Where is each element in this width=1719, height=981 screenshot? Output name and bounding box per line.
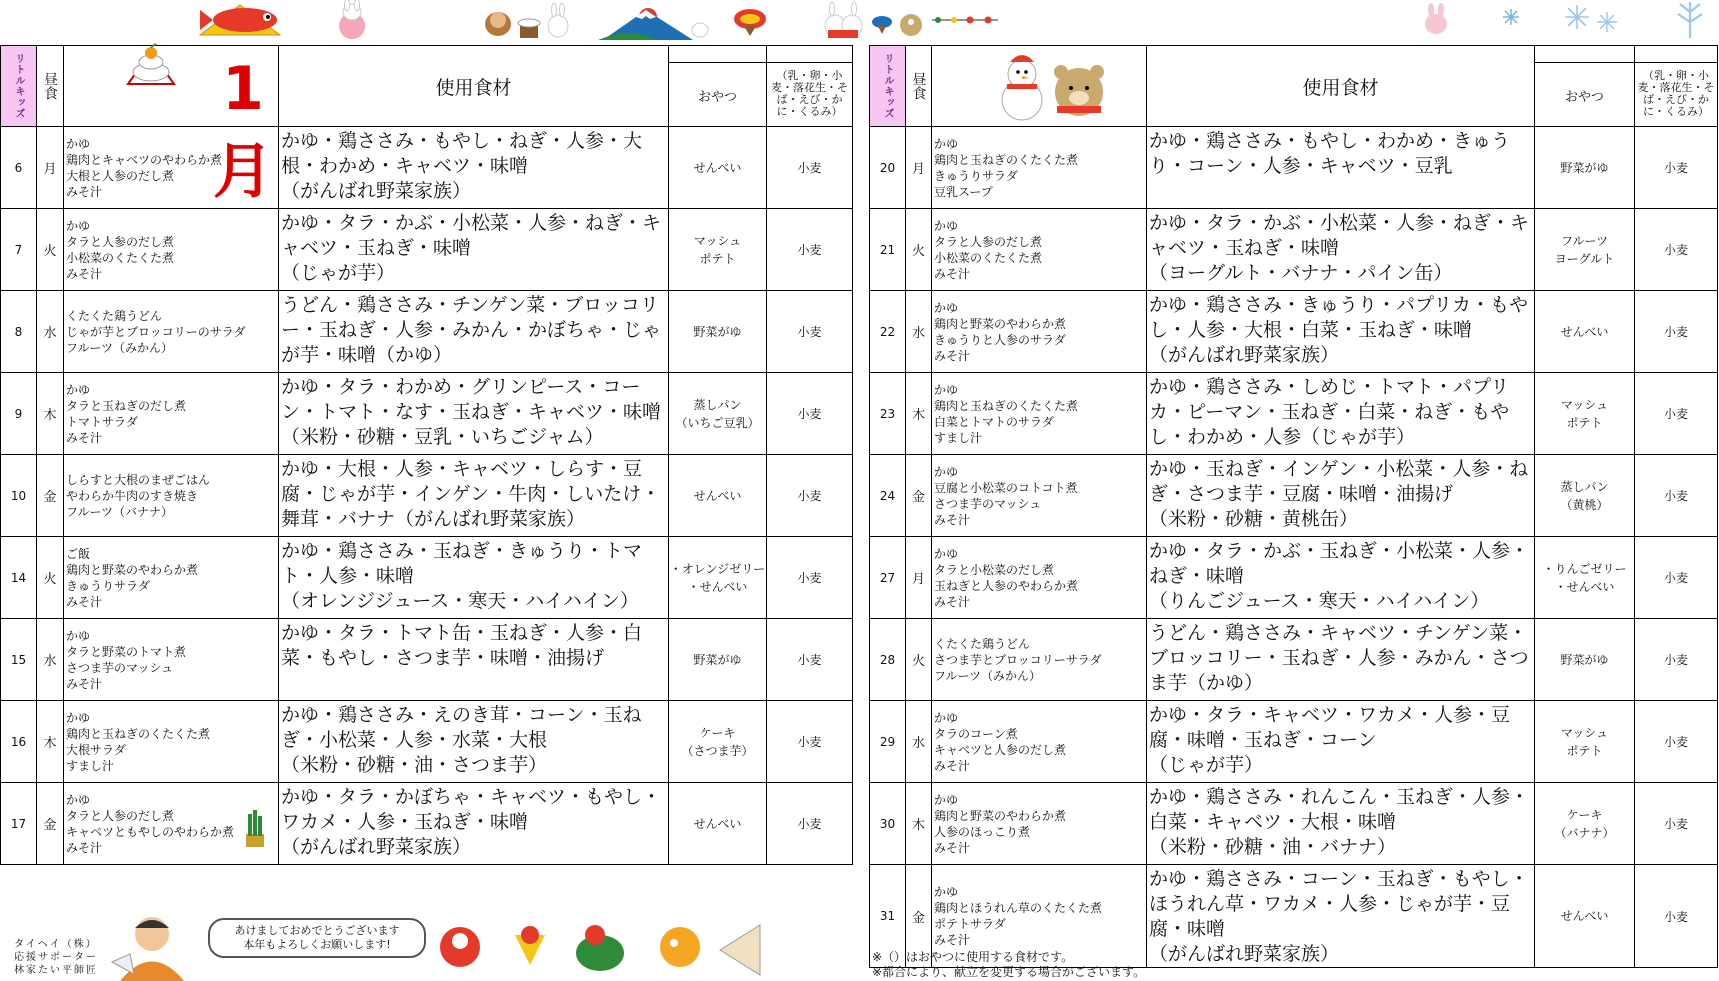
dish-item: すまし汁 <box>66 758 115 773</box>
menu-rows-left <box>1 127 853 865</box>
ingredients-text: かゆ・タラ・かぶ・小松菜・人参・ねぎ・キャベツ・玉ねぎ・味噌 （ヨーグルト・バナナ・パイン缶） <box>1149 212 1530 284</box>
lunch-header-label: 昼食 <box>42 72 58 100</box>
day-number: 21 <box>870 209 906 291</box>
dish-item: 鶏肉と玉ねぎのくたくた煮 <box>934 152 1079 167</box>
lunch-dishes <box>64 537 279 619</box>
dish-item: トマトサラダ <box>66 414 138 429</box>
ingredients-cell <box>1147 455 1535 537</box>
allergen-cell: 小麦 <box>1635 209 1718 291</box>
dish-item: きゅうりと人参のサラダ <box>934 332 1066 347</box>
menu-row <box>870 783 1718 865</box>
dish-item: タラと野菜のトマト煮 <box>66 644 187 659</box>
snack-cell: マッシュ ポテト <box>1535 373 1635 455</box>
day-number: 16 <box>1 701 37 783</box>
snack-cell: マッシュ ポテト <box>669 209 767 291</box>
lunch-dishes <box>64 209 279 291</box>
day-of-week: 火 <box>37 209 64 291</box>
menu-row <box>870 373 1718 455</box>
dish-item: タラと人参のだし煮 <box>66 808 175 823</box>
dish-item: かゆ <box>66 382 91 397</box>
day-of-week: 金 <box>906 865 932 968</box>
ingredients-cell <box>1147 373 1535 455</box>
allergen-cell: 小麦 <box>767 783 853 865</box>
menu-row <box>1 783 853 865</box>
dish-item: フルーツ（みかん） <box>66 340 174 355</box>
notes <box>872 950 1145 980</box>
snack-cell: 野菜がゆ <box>1535 619 1635 701</box>
day-number: 9 <box>1 373 37 455</box>
snack-cell: ・りんごゼリー ・せんべい <box>1535 537 1635 619</box>
bunnies-pair-icon <box>820 0 865 40</box>
dish-item: みそ汁 <box>66 840 103 855</box>
dish-item: さつま芋とブロッコリーサラダ <box>934 652 1102 667</box>
snowy-tree-icon <box>1670 0 1710 40</box>
ingredients-text: かゆ・タラ・かぶ・玉ねぎ・小松菜・人参・ねぎ・味噌 （りんごジュース・寒天・ハイハイン） <box>1149 540 1530 612</box>
ingredients-cell <box>1147 291 1535 373</box>
snack-header <box>669 46 767 127</box>
dish-item: じゃが芋とブロッコリーのサラダ <box>66 324 246 339</box>
ingredients-text: うどん・鶏ささみ・キャベツ・チンゲン菜・ブロッコリー・玉ねぎ・人参・みかん・さつま芋（かゆ） <box>1149 622 1529 694</box>
ingredients-text: かゆ・玉ねぎ・インゲン・小松菜・人参・ねぎ・さつま芋・豆腐・味噌・油揚げ （米粉・砂糖・黄桃缶） <box>1149 458 1529 530</box>
greeting-line-2: 本年もよろしくお願いします! <box>243 938 391 951</box>
snowman-bear-cell <box>932 46 1147 127</box>
menu-row <box>1 537 853 619</box>
day-of-week: 木 <box>37 701 64 783</box>
menu-row <box>1 209 853 291</box>
snack-cell: ケーキ （バナナ） <box>1535 783 1635 865</box>
dish-item: かゆ <box>934 218 959 233</box>
ingredients-cell <box>279 209 669 291</box>
day-number: 23 <box>870 373 906 455</box>
dish-item: キャベツともやしのやわらか煮 <box>66 824 235 839</box>
snack-cell: 野菜がゆ <box>669 619 767 701</box>
snack-cell: ケーキ （さつま芋） <box>669 701 767 783</box>
ingredients-text: かゆ・鶏ささみ・れんこん・玉ねぎ・人参・白菜・キャベツ・大根・味噌 （米粉・砂糖・油・バナナ） <box>1149 786 1530 858</box>
allergen-header <box>767 46 853 127</box>
day-number: 24 <box>870 455 906 537</box>
snack-cell: 野菜がゆ <box>1535 127 1635 209</box>
ingredients-text: かゆ・大根・人参・キャベツ・しらす・豆腐・じゃが芋・インゲン・牛肉・しいたけ・舞茸・バナナ（がんばれ野菜家族） <box>281 458 661 530</box>
lunch-header <box>37 46 64 127</box>
ingredients-text: かゆ・タラ・わかめ・グリンピース・コーン・トマト・なす・玉ねぎ・キャベツ・味噌（米粉・砂糖・豆乳・いちごジャム） <box>281 376 662 448</box>
plum-blossom-branch-icon <box>930 8 1000 32</box>
dish-item: キャベツと人参のだし煮 <box>934 742 1067 757</box>
dish-item: みそ汁 <box>934 594 971 609</box>
dish-item: 豆腐と小松菜のコトコト煮 <box>934 480 1078 495</box>
dish-item: かゆ <box>934 546 959 561</box>
ingredients-header: 使用食材 <box>279 46 669 127</box>
ingredients-text: かゆ・タラ・トマト缶・玉ねぎ・人参・白菜・もやし・さつま芋・味噌・油揚げ <box>281 622 643 669</box>
dish-item: 鶏肉と野菜のやわらか煮 <box>66 562 199 577</box>
dish-item: みそ汁 <box>66 266 103 281</box>
menu-table-left <box>0 45 853 865</box>
day-number: 22 <box>870 291 906 373</box>
snowflakes-pair-icon <box>1562 2 1622 36</box>
ingredients-cell <box>279 619 669 701</box>
ingredients-cell <box>279 291 669 373</box>
day-number: 27 <box>870 537 906 619</box>
day-of-week: 火 <box>37 537 64 619</box>
month-title: 1月 <box>213 54 269 207</box>
dish-item: くたくた鶏うどん <box>934 636 1031 651</box>
allergen-cell: 小麦 <box>767 127 853 209</box>
dish-item: みそ汁 <box>934 840 971 855</box>
lunch-dishes <box>932 619 1147 701</box>
note-menu-change: ※都合により、献立を変更する場合がございます。 <box>872 965 1146 979</box>
ingredients-header: 使用食材 <box>1147 46 1535 127</box>
ingredients-text: かゆ・タラ・キャベツ・ワカメ・人参・豆腐・味噌・玉ねぎ・コーン （じゃが芋） <box>1149 704 1511 776</box>
dish-item: みそ汁 <box>66 676 103 691</box>
new-year-greeting-bubble <box>208 918 426 958</box>
snowflake-icon <box>1502 8 1520 26</box>
day-of-week: 水 <box>37 619 64 701</box>
dish-item: タラと小松菜のだし煮 <box>934 562 1055 577</box>
allergen-cell: 小麦 <box>767 619 853 701</box>
lunch-dishes <box>932 209 1147 291</box>
lunch-dishes <box>932 291 1147 373</box>
snack-cell: ・オレンジゼリー ・せんべい <box>669 537 767 619</box>
dish-item: フルーツ（みかん） <box>934 668 1042 683</box>
dish-item: かゆ <box>934 136 959 151</box>
dish-item: みそ汁 <box>934 266 971 281</box>
allergen-cell: 小麦 <box>767 455 853 537</box>
dish-item: かゆ <box>934 382 959 397</box>
menu-row <box>870 127 1718 209</box>
snack-cell: 蒸しパン （黄桃） <box>1535 455 1635 537</box>
ingredients-cell <box>1147 209 1535 291</box>
day-number: 14 <box>1 537 37 619</box>
ingredients-cell <box>279 537 669 619</box>
dish-item: タラと人参のだし煮 <box>66 234 175 249</box>
dish-item: 大根サラダ <box>66 742 126 757</box>
lunch-header <box>906 46 932 127</box>
menu-row <box>1 619 853 701</box>
snowman-bear-illustration <box>987 48 1117 124</box>
dish-item: 鶏肉とキャベツのやわらか煮 <box>66 152 223 167</box>
allergen-header <box>1635 46 1718 127</box>
allergen-cell: 小麦 <box>767 291 853 373</box>
day-of-week: 木 <box>37 373 64 455</box>
dish-item: みそ汁 <box>934 758 971 773</box>
dish-item: みそ汁 <box>66 184 103 199</box>
day-of-week: 金 <box>37 455 64 537</box>
day-of-week: 月 <box>906 127 932 209</box>
dish-item: みそ汁 <box>934 512 971 527</box>
dish-item: やわらか牛肉のすき焼き <box>66 488 199 503</box>
ingredients-cell <box>1147 865 1535 968</box>
snack-cell: せんべい <box>669 455 767 537</box>
spinning-top-small-icon <box>870 12 894 36</box>
dish-item: かゆ <box>66 792 91 807</box>
allergen-cell: 小麦 <box>767 373 853 455</box>
dish-item: かゆ <box>66 218 91 233</box>
dish-item: かゆ <box>934 464 959 479</box>
allergen-cell: 小麦 <box>1635 865 1718 968</box>
sponsor-name: 林家たい平師匠 <box>14 965 98 976</box>
new-year-lucky-charms-illustration <box>430 905 770 981</box>
dish-item: 人参のほっこり煮 <box>934 824 1031 839</box>
dish-item: かゆ <box>934 885 959 899</box>
ingredients-text: かゆ・鶏ささみ・もやし・わかめ・きゅうり・コーン・人参・キャベツ・豆乳 <box>1149 130 1511 177</box>
lunch-dishes <box>932 455 1147 537</box>
ingredients-cell <box>1147 127 1535 209</box>
ingredients-text: かゆ・鶏ささみ・しめじ・トマト・パプリカ・ピーマン・玉ねぎ・白菜・ねぎ・もやし・わかめ・人参（じゃが芋） <box>1149 376 1510 448</box>
snack-cell: せんべい <box>669 127 767 209</box>
kids-column-header <box>870 46 906 127</box>
ingredients-cell <box>279 783 669 865</box>
bunny-on-ball-icon <box>330 2 375 40</box>
day-of-week: 水 <box>37 291 64 373</box>
dish-item: 鶏肉と野菜のやわらか煮 <box>934 316 1067 331</box>
snack-header-label: おやつ <box>1564 89 1604 105</box>
dish-item: きゅうりサラダ <box>66 578 150 593</box>
ingredients-text: かゆ・鶏ささみ・えのき茸・コーン・玉ねぎ・小松菜・人参・水菜・大根 （米粉・砂糖・油・さつま芋） <box>281 704 642 776</box>
allergen-cell: 小麦 <box>767 209 853 291</box>
menu-row <box>870 537 1718 619</box>
allergen-cell: 小麦 <box>1635 619 1718 701</box>
kadomatsu-icon <box>240 808 270 848</box>
mochi-pounding-animals-illustration <box>478 2 576 40</box>
dish-item: くたくた鶏うどん <box>66 308 163 323</box>
snack-header-label: おやつ <box>697 89 737 105</box>
menu-row <box>1 127 853 209</box>
day-of-week: 火 <box>906 209 932 291</box>
day-number: 31 <box>870 865 906 968</box>
menu-row <box>870 455 1718 537</box>
rakugo-master-portrait <box>112 912 192 981</box>
menu-table-right <box>869 45 1718 968</box>
kids-label: リトルキッズ <box>882 53 893 119</box>
dish-item: ご飯 <box>66 546 91 561</box>
day-of-week: 金 <box>37 783 64 865</box>
ingredients-text: うどん・鶏ささみ・チンゲン菜・ブロッコリー・玉ねぎ・人参・みかん・かぼちゃ・じゃが芋・味噌（かゆ） <box>281 294 662 366</box>
bunny-pink-icon <box>1418 2 1454 36</box>
day-number: 7 <box>1 209 37 291</box>
ingredients-text: かゆ・鶏ささみ・玉ねぎ・きゅうり・トマト・人参・味噌 （オレンジジュース・寒天・ハイハイン） <box>281 540 643 612</box>
kids-column-header <box>1 46 37 127</box>
day-number: 20 <box>870 127 906 209</box>
dish-item: ポテトサラダ <box>934 917 1006 931</box>
ingredients-text: かゆ・鶏ささみ・もやし・ねぎ・人参・大根・わかめ・キャベツ・味噌 （がんばれ野菜家族） <box>281 130 643 202</box>
ingredients-cell <box>1147 537 1535 619</box>
dish-item: さつま芋のマッシュ <box>66 660 174 675</box>
snack-cell: フルーツ ヨーグルト <box>1535 209 1635 291</box>
allergen-cell: 小麦 <box>1635 537 1718 619</box>
snack-cell: せんべい <box>1535 865 1635 968</box>
allergen-cell: 小麦 <box>767 701 853 783</box>
ingredients-text: かゆ・タラ・かぼちゃ・キャベツ・もやし・ワカメ・人参・玉ねぎ・味噌 （がんばれ野菜家族） <box>281 786 662 858</box>
lunch-dishes <box>64 701 279 783</box>
new-year-fan-carp-illustration <box>195 0 290 40</box>
day-of-week: 水 <box>906 701 932 783</box>
dish-item: かゆ <box>934 710 959 725</box>
snack-cell: 蒸しパン （いちご豆乳） <box>669 373 767 455</box>
ingredients-text: かゆ・タラ・かぶ・小松菜・人参・ねぎ・キャベツ・玉ねぎ・味噌 （じゃが芋） <box>281 212 662 284</box>
menu-row <box>870 209 1718 291</box>
dish-item: 鶏肉と玉ねぎのくたくた煮 <box>66 726 211 741</box>
day-number: 30 <box>870 783 906 865</box>
day-of-week: 木 <box>906 373 932 455</box>
dish-item: 鶏肉とほうれん草のくたくた煮 <box>934 901 1103 915</box>
dish-item: 大根と人参のだし煮 <box>66 168 175 183</box>
snack-cell: マッシュ ポテト <box>1535 701 1635 783</box>
menu-row <box>1 291 853 373</box>
sponsor-role: 応援サポーター <box>14 952 98 963</box>
menu-row <box>870 291 1718 373</box>
mount-fuji-sunrise-illustration <box>598 2 713 42</box>
dish-item: かゆ <box>934 300 959 315</box>
day-number: 28 <box>870 619 906 701</box>
lunch-dishes <box>932 701 1147 783</box>
dish-item: 小松菜のくたくた煮 <box>66 250 175 265</box>
day-of-week: 月 <box>906 537 932 619</box>
day-of-week: 金 <box>906 455 932 537</box>
dish-item: かゆ <box>66 710 91 725</box>
dish-item: 鶏肉と野菜のやわらか煮 <box>934 808 1067 823</box>
dish-item: きゅうりサラダ <box>934 168 1018 183</box>
dish-item: みそ汁 <box>934 348 971 363</box>
kids-label: リトルキッズ <box>13 53 24 119</box>
dish-item: みそ汁 <box>934 933 971 947</box>
menu-row <box>1 455 853 537</box>
sponsor-company: タイヘイ（株） <box>14 939 98 950</box>
lunch-dishes <box>932 783 1147 865</box>
lunch-header-label: 昼食 <box>910 72 927 100</box>
dish-item: かゆ <box>66 136 91 151</box>
ingredients-text: かゆ・鶏ささみ・きゅうり・パプリカ・もやし・人参・大根・白菜・玉ねぎ・味噌 （がんばれ野菜家族） <box>1149 294 1529 366</box>
day-number: 6 <box>1 127 37 209</box>
dish-item: すまし汁 <box>934 430 983 445</box>
dish-item: フルーツ（バナナ） <box>66 504 174 519</box>
snack-cell: 野菜がゆ <box>669 291 767 373</box>
allergen-cell: 小麦 <box>1635 455 1718 537</box>
dish-item: 小松菜のくたくた煮 <box>934 250 1043 265</box>
lunch-dishes <box>932 127 1147 209</box>
lunch-dishes <box>64 455 279 537</box>
greeting-line-1: あけましておめでとうございます <box>234 924 400 937</box>
day-of-week: 火 <box>906 619 932 701</box>
ingredients-cell <box>279 701 669 783</box>
dish-item: 鶏肉と玉ねぎのくたくた煮 <box>934 398 1079 413</box>
dish-item: タラと玉ねぎのだし煮 <box>66 398 187 413</box>
menu-row <box>870 701 1718 783</box>
menu-rows-right <box>870 127 1718 968</box>
dish-item: みそ汁 <box>66 430 103 445</box>
allergen-cell: 小麦 <box>767 537 853 619</box>
ingredients-text: かゆ・鶏ささみ・コーン・玉ねぎ・もやし・ほうれん草・ワカメ・人参・じゃが芋・豆腐・味噌 （がんばれ野菜家族） <box>1149 868 1529 965</box>
dish-item: 玉ねぎと人参のやわらか煮 <box>934 578 1079 593</box>
dish-item: 豆乳スープ <box>934 184 993 199</box>
dish-item: しらすと大根のまぜごはん <box>66 472 211 487</box>
dish-item: 白菜とトマトのサラダ <box>934 414 1054 429</box>
dish-item: さつま芋のマッシュ <box>934 496 1042 511</box>
menu-row <box>1 373 853 455</box>
dish-item: タラのコーン煮 <box>934 726 1018 741</box>
menu-row <box>1 701 853 783</box>
allergen-header-label: （乳・卵・小麦・落花生・そば・えび・かに・くるみ） <box>771 69 848 118</box>
dish-item: タラと人参のだし煮 <box>934 234 1043 249</box>
red-spinning-top-icon <box>730 4 770 38</box>
bear-squirrel-icon <box>896 8 926 38</box>
allergen-cell: 小麦 <box>1635 291 1718 373</box>
ingredients-cell <box>1147 619 1535 701</box>
lunch-dishes <box>932 373 1147 455</box>
allergen-cell: 小麦 <box>1635 701 1718 783</box>
dish-item: みそ汁 <box>66 594 103 609</box>
allergen-cell: 小麦 <box>1635 373 1718 455</box>
allergen-cell: 小麦 <box>1635 127 1718 209</box>
lunch-dishes <box>932 537 1147 619</box>
note-snack-ingredients: ※（）はおやつに使用する食材です。 <box>872 950 1074 964</box>
menu-row <box>870 619 1718 701</box>
lunch-dishes <box>64 291 279 373</box>
day-of-week: 木 <box>906 783 932 865</box>
ingredients-cell <box>1147 701 1535 783</box>
lunch-dishes <box>64 619 279 701</box>
dish-item: かゆ <box>66 628 91 643</box>
snack-header <box>1535 46 1635 127</box>
lunch-dishes <box>64 373 279 455</box>
ingredients-cell <box>279 373 669 455</box>
day-number: 8 <box>1 291 37 373</box>
snack-cell: せんべい <box>1535 291 1635 373</box>
day-number: 17 <box>1 783 37 865</box>
dish-item: かゆ <box>934 792 959 807</box>
day-number: 10 <box>1 455 37 537</box>
kagami-mochi-icon <box>126 44 176 94</box>
allergen-header-label: （乳・卵・小麦・落花生・そば・えび・かに・くるみ） <box>1637 69 1715 118</box>
ingredients-cell <box>279 455 669 537</box>
day-number: 29 <box>870 701 906 783</box>
day-number: 15 <box>1 619 37 701</box>
allergen-cell: 小麦 <box>1635 783 1718 865</box>
ingredients-cell <box>1147 783 1535 865</box>
sponsor-credit <box>14 938 98 977</box>
snack-cell: せんべい <box>669 783 767 865</box>
day-of-week: 月 <box>37 127 64 209</box>
day-of-week: 水 <box>906 291 932 373</box>
ingredients-cell <box>279 127 669 209</box>
